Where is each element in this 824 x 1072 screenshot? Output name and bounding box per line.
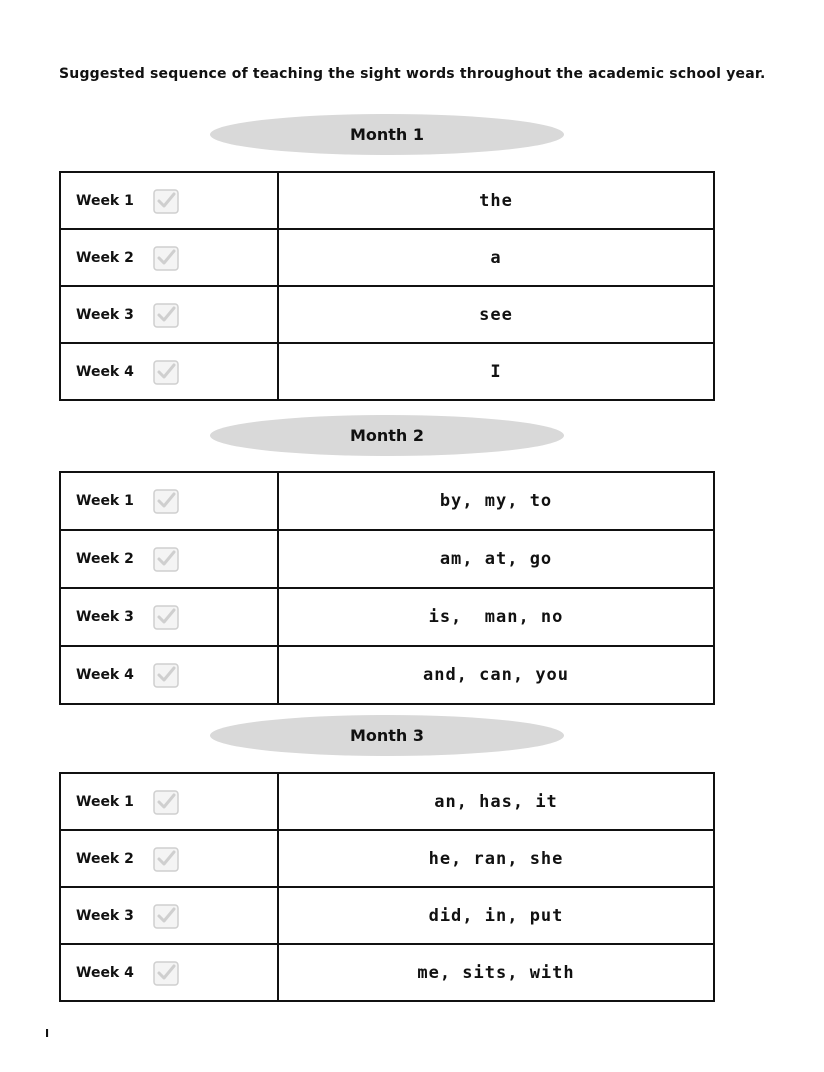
sight-words: he, ran, she — [278, 830, 714, 887]
page-number: I — [45, 1027, 50, 1040]
checkbox-check-icon[interactable] — [152, 244, 180, 272]
week-label: Week 3 — [76, 609, 134, 625]
checkbox-check-icon[interactable] — [152, 661, 180, 689]
table-row — [60, 887, 714, 944]
sight-words: see — [278, 286, 714, 343]
table-row — [60, 286, 714, 343]
week-label: Week 2 — [76, 850, 134, 867]
checkbox-check-icon[interactable] — [152, 603, 180, 631]
month-3-table — [59, 772, 715, 1002]
sight-words: am, at, go — [278, 530, 714, 588]
month-2-table — [59, 471, 715, 705]
table-row — [60, 646, 714, 704]
checkbox-check-icon[interactable] — [152, 959, 180, 987]
table-row — [60, 773, 714, 830]
sight-words: a — [278, 229, 714, 286]
table-row — [60, 588, 714, 646]
table-row — [60, 343, 714, 400]
week-label: Week 4 — [76, 964, 134, 981]
week-label: Week 1 — [76, 793, 134, 810]
table-row — [60, 530, 714, 588]
week-label: Week 4 — [76, 667, 134, 683]
month-1-heading: Month 1 — [210, 114, 564, 155]
week-label: Week 1 — [76, 192, 134, 209]
checkbox-check-icon[interactable] — [152, 845, 180, 873]
month-1-table — [59, 171, 715, 401]
week-label: Week 3 — [76, 306, 134, 323]
checkbox-check-icon[interactable] — [152, 487, 180, 515]
sight-words: I — [278, 343, 714, 400]
week-label: Week 2 — [76, 249, 134, 266]
checkbox-check-icon[interactable] — [152, 788, 180, 816]
checkbox-check-icon[interactable] — [152, 187, 180, 215]
checkbox-check-icon[interactable] — [152, 301, 180, 329]
sight-words: is, man, no — [278, 588, 714, 646]
week-label: Week 2 — [76, 551, 134, 567]
checkbox-check-icon[interactable] — [152, 902, 180, 930]
checkbox-check-icon[interactable] — [152, 358, 180, 386]
week-label: Week 4 — [76, 363, 134, 380]
intro-text: Suggested sequence of teaching the sight words throughout the academic school year. — [59, 66, 766, 82]
sight-words: did, in, put — [278, 887, 714, 944]
sight-words: an, has, it — [278, 773, 714, 830]
week-label: Week 3 — [76, 907, 134, 924]
table-row — [60, 229, 714, 286]
checkbox-check-icon[interactable] — [152, 545, 180, 573]
week-label: Week 1 — [76, 493, 134, 509]
table-row — [60, 944, 714, 1001]
month-3-heading: Month 3 — [210, 715, 564, 756]
month-2-heading: Month 2 — [210, 415, 564, 456]
table-row — [60, 172, 714, 229]
sight-words: and, can, you — [278, 646, 714, 704]
table-row — [60, 472, 714, 530]
sight-words: the — [278, 172, 714, 229]
sight-words: by, my, to — [278, 472, 714, 530]
table-row — [60, 830, 714, 887]
sight-words: me, sits, with — [278, 944, 714, 1001]
